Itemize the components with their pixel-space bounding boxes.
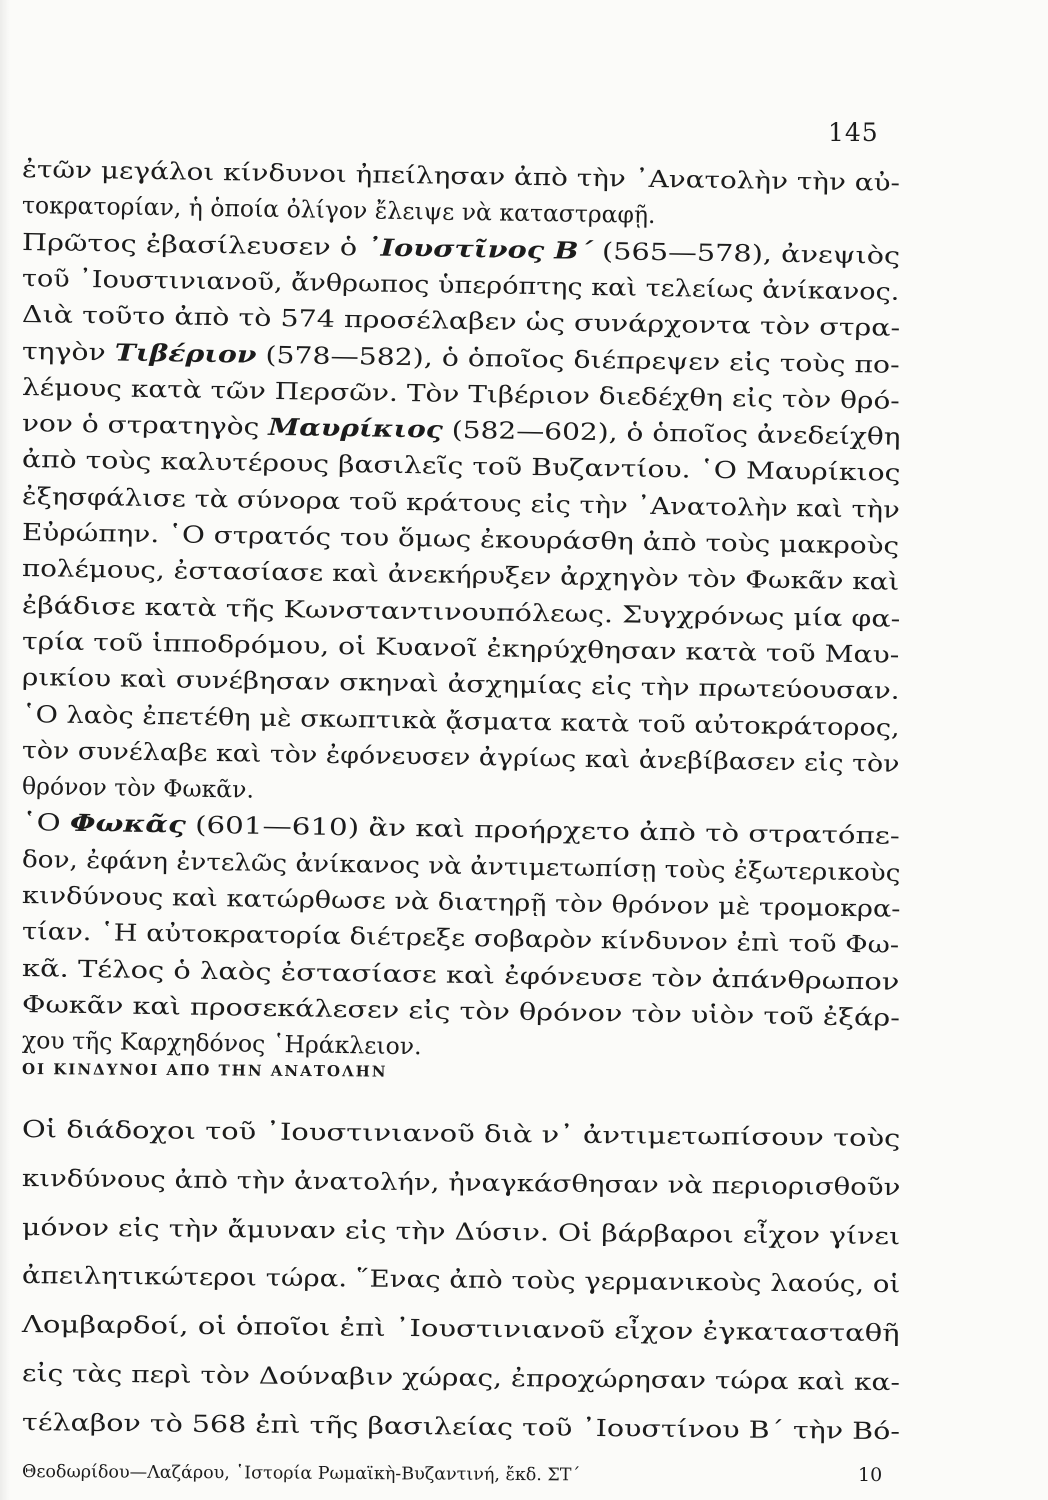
text-line [21, 844, 901, 887]
text-line [21, 1407, 901, 1445]
text-run: ἀπὸ τοὺς καλυτέρους βασιλεῖς τοῦ Βυζαντίου. ῾Ο Μαυρίκιος [21, 445, 901, 488]
text-line [21, 445, 901, 488]
text-line [21, 518, 900, 560]
text-run: Εὐρώπην. ῾Ο στρατός του ὅμως ἐκουράσθη ἀπὸ τοὺς μακροὺς [21, 518, 900, 560]
text-run: ῾Ο λαὸς ἐπετέθη μὲ σκωπτικὰ ᾄσματα κατὰ τοῦ αὐτοκράτορος, [21, 699, 900, 742]
text-line [21, 808, 901, 851]
text-line [21, 590, 901, 633]
text-line [21, 372, 900, 415]
text-line [21, 881, 901, 923]
section-heading: ΟΙ ΚΙΝΔΥΝΟΙ ΑΠΟ ΤΗΝ ΑΝΑΤΟΛΗΝ [21, 1060, 388, 1081]
text-run: ἐτῶν μεγάλοι κίνδυνοι ἠπείλησαν ἀπὸ τὴν ᾿Ανατολὴν τὴν αὐ- [21, 155, 901, 197]
text-line [21, 191, 656, 230]
text-run: λέμους κατὰ τῶν Περσῶν. Τὸν Τιβέριον διεδέχθη εἰς τὸν θρό- [21, 372, 900, 415]
text-run: κινδύνους ἀπὸ τὴν ἀνατολήν, ἠναγκάσθησαν νὰ περιορισθοῦν [21, 1163, 901, 1201]
text-run: Πρῶτος ἐβασίλευσεν ὁ [21, 227, 367, 262]
text-line [21, 1163, 901, 1201]
footer-signature-mark: 10 [858, 1464, 883, 1486]
text-run: ρικίου καὶ συνέβησαν σκηναὶ ἀσχημίας εἰς τὴν πρωτεύουσαν. [21, 663, 900, 705]
text-line [21, 663, 900, 705]
text-line [21, 772, 255, 804]
text-line [21, 336, 900, 379]
text-line [21, 554, 900, 597]
text-run: κινδύνους καὶ κατώρθωσε νὰ διατηρῇ τὸν θρόνον μὲ τρομοκρα- [21, 881, 901, 923]
text-run: τοκρατορίαν, ἡ ὁποία ὀλίγον ἔλειψε νὰ καταστραφῇ. [21, 191, 656, 230]
text-run: τίαν. ῾Η αὐτοκρατορία διέτρεξε σοβαρὸν κίνδυνον ἐπὶ τοῦ Φω- [21, 917, 900, 960]
text-line [21, 735, 900, 778]
emphasized-name: ᾿Ιουστῖνος Β΄ [366, 233, 594, 265]
text-run: ἐβάδισε κατὰ τῆς Κωνσταντινουπόλεως. Συγχρόνως μία φα- [21, 590, 901, 633]
emphasized-name: Φωκᾶς [69, 809, 187, 839]
text-run: πολέμους, ἐστασίασε καὶ ἀνεκήρυξεν ἀρχηγὸν τὸν Φωκᾶν καὶ [21, 554, 900, 597]
text-run: Λομβαρδοί, οἱ ὁποῖοι ἐπὶ ᾿Ιουστινιανοῦ εἶχον ἐγκατασταθῆ [21, 1310, 900, 1348]
emphasized-name: Μαυρίκιος [268, 412, 444, 444]
text-run: ἐξησφάλισε τὰ σύνορα τοῦ κράτους εἰς τὴν ᾿Ανατολὴν καὶ τὴν [21, 481, 901, 524]
text-run: (578—582), ὁ ὁποῖος διέπρεψεν εἰς τοὺς πο- [256, 340, 900, 379]
text-line [21, 227, 901, 270]
text-run: ῾Ο [21, 808, 71, 838]
text-run: τέλαβον τὸ 568 ἐπὶ τῆς βασιλείας τοῦ ᾿Ιουστίνου Β΄ τὴν Βό- [21, 1407, 901, 1445]
text-line [21, 1359, 901, 1397]
text-run: δον, ἐφάνη ἐντελῶς ἀνίκανος νὰ ἀντιμετωπίσῃ τοὺς ἐξωτερικοὺς [21, 844, 901, 887]
page-edge-shadow [0, 0, 10, 1500]
text-line [21, 989, 901, 1032]
text-run: κᾶ. Τέλος ὁ λαὸς ἐστασίασε καὶ ἐφόνευσε τὸν ἀπάνθρωπον [21, 953, 900, 996]
text-line [21, 1261, 901, 1299]
text-line [21, 300, 901, 342]
text-run: Οἱ διάδοχοι τοῦ ᾿Ιουστινιανοῦ διὰ ν᾿ ἀντιμετωπίσουν τοὺς [21, 1115, 901, 1153]
text-run: Φωκᾶν καὶ προσεκάλεσεν εἰς τὸν θρόνον τὸν υἱὸν τοῦ ἐξάρ- [21, 989, 901, 1032]
text-run: νον ὁ στρατηγὸς [21, 409, 269, 441]
text-run: θρόνον τὸν Φωκᾶν. [21, 772, 255, 804]
text-line [21, 953, 900, 996]
text-line [21, 1115, 901, 1153]
text-run: τὸν συνέλαβε καὶ τὸν ἐφόνευσεν ἀγρίως καὶ ἀνεβίβασεν εἰς τὸν [21, 735, 900, 778]
text-line [21, 263, 900, 306]
text-line [21, 1212, 901, 1250]
text-line [21, 699, 900, 742]
emphasized-name: Τιβέριον [114, 337, 257, 369]
text-line [21, 1310, 900, 1348]
text-run: Διὰ τοῦτο ἀπὸ τὸ 574 προσέλαβεν ὡς συνάρχοντα τὸν στρα- [21, 300, 901, 342]
text-run: χου τῆς Καρχηδόνος ῾Ηράκλειον. [21, 1026, 422, 1061]
text-line [21, 1026, 422, 1061]
text-run: τηγὸν [21, 336, 115, 366]
footer-citation: Θεοδωρίδου—Λαζάρου, ῾Ιστορία Ρωμαϊκὴ-Βυζαντινή, ἔκδ. ΣΤ΄ [21, 1462, 581, 1486]
text-run: εἰς τὰς περὶ τὸν Δούναβιν χώρας, ἐπροχώρησαν τώρα καὶ κα- [21, 1359, 901, 1397]
text-run: ἀπειλητικώτεροι τώρα. ῞Ενας ἀπὸ τοὺς γερμανικοὺς λαούς, οἱ [21, 1261, 901, 1299]
text-line [21, 626, 900, 669]
text-run: τοῦ ᾿Ιουστινιανοῦ, ἄνθρωπος ὑπερόπτης καὶ τελείως ἀνίκανος. [21, 263, 900, 306]
text-line [21, 917, 900, 960]
text-line [21, 155, 901, 197]
text-run: (601—610) ἂν καὶ προήρχετο ἀπὸ τὸ στρατόπε- [185, 810, 901, 851]
text-line [21, 481, 901, 524]
text-run: (565—578), ἀνεψιὸς [592, 236, 901, 270]
text-run: τρία τοῦ ἱπποδρόμου, οἱ Κυανοῖ ἐκηρύχθησαν κατὰ τοῦ Μαυ- [21, 626, 900, 669]
text-run: μόνον εἰς τὴν ἄμυναν εἰς τὴν Δύσιν. Οἱ βάρβαροι εἶχον γίνει [21, 1212, 901, 1250]
text-run: (582—602), ὁ ὁποῖος ἀνεδείχθη [442, 415, 901, 451]
text-line [21, 409, 901, 451]
page-number: 145 [828, 118, 879, 147]
